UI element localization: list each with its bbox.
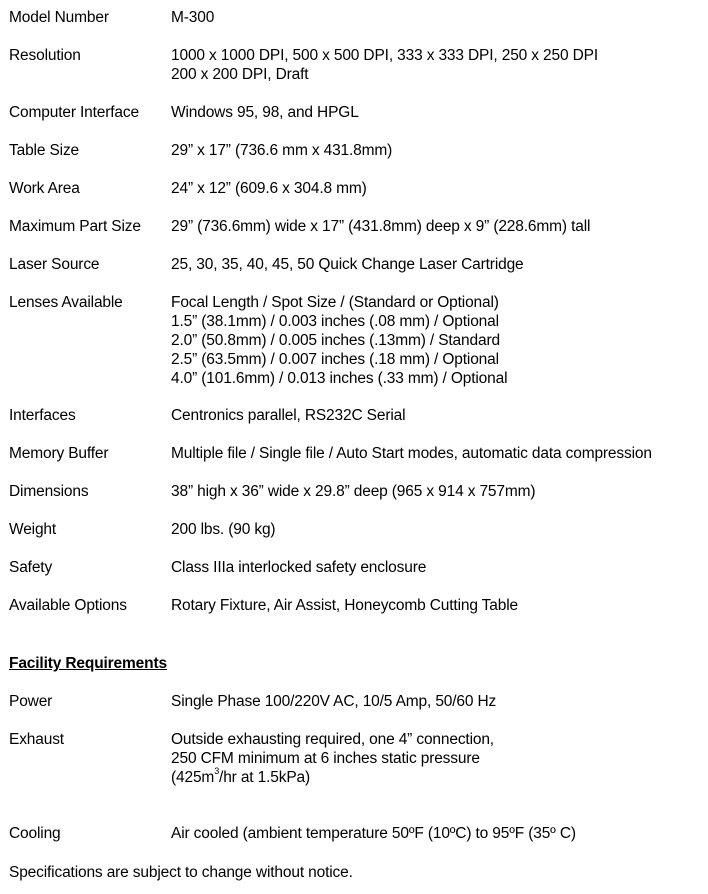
spec-label: Cooling xyxy=(9,825,61,842)
spec-label: Resolution xyxy=(9,47,81,64)
spec-value xyxy=(171,141,392,160)
spec-value xyxy=(171,558,426,577)
value-line: 4.0” (101.6mm) / 0.013 inches (.33 mm) / Optional xyxy=(171,370,508,387)
spec-label: Laser Source xyxy=(9,256,100,273)
spec-row-work-area xyxy=(9,179,367,198)
value-line: Focal Length / Spot Size / (Standard or Optional) xyxy=(171,294,499,311)
spec-label: Lenses Available xyxy=(9,294,123,311)
superscript: 3 xyxy=(214,766,220,776)
spec-value xyxy=(171,293,507,388)
value-line: 29” x 17” (736.6 mm x 431.8mm) xyxy=(171,142,393,159)
spec-row-maximum-part-size xyxy=(9,217,590,236)
spec-label: Interfaces xyxy=(9,407,76,424)
value-line: M-300 xyxy=(171,9,215,26)
spec-value xyxy=(171,596,518,615)
spec-label: Exhaust xyxy=(9,731,64,748)
spec-row-weight xyxy=(9,520,275,539)
value-line: 29” (736.6mm) wide x 17” (431.8mm) deep x 9” (228.6mm) tall xyxy=(171,218,591,235)
spec-value xyxy=(171,255,524,274)
value-line: 24” x 12” (609.6 x 304.8 mm) xyxy=(171,180,367,197)
value-line: Centronics parallel, RS232C Serial xyxy=(171,407,406,424)
spec-value xyxy=(171,217,590,236)
spec-label: Power xyxy=(9,693,53,710)
spec-row-power xyxy=(9,692,496,711)
spec-label: Dimensions xyxy=(9,483,89,500)
spec-row-cooling xyxy=(9,824,576,843)
value-line: 200 lbs. (90 kg) xyxy=(171,521,276,538)
spec-value xyxy=(171,520,275,539)
spec-label: Safety xyxy=(9,559,53,576)
spec-row-dimensions xyxy=(9,482,535,501)
spec-label: Work Area xyxy=(9,180,80,197)
spec-row-resolution xyxy=(9,46,598,84)
value-line: Class IIIa interlocked safety enclosure xyxy=(171,559,427,576)
value-line: 1000 x 1000 DPI, 500 x 500 DPI, 333 x 333 DPI, 250 x 250 DPI xyxy=(171,47,598,64)
value-line xyxy=(171,768,494,787)
spec-row-model-number xyxy=(9,8,214,27)
spec-label: Available Options xyxy=(9,597,127,614)
spec-value xyxy=(171,46,598,84)
spec-value xyxy=(171,730,494,787)
spec-value xyxy=(171,444,652,463)
spec-label: Maximum Part Size xyxy=(9,218,141,235)
value-text: (425m xyxy=(171,769,215,786)
spec-row-memory-buffer xyxy=(9,444,652,463)
spec-value xyxy=(171,8,214,27)
spec-label: Model Number xyxy=(9,9,109,26)
value-line: 2.0” (50.8mm) / 0.005 inches (.13mm) / Standard xyxy=(171,332,500,349)
spec-label: Weight xyxy=(9,521,57,538)
value-line: 38” high x 36” wide x 29.8” deep (965 x 914 x 757mm) xyxy=(171,483,536,500)
spec-value xyxy=(171,179,367,198)
value-line: 200 x 200 DPI, Draft xyxy=(171,66,309,83)
spec-row-lenses-available xyxy=(9,293,507,388)
spec-value xyxy=(171,406,405,425)
value-line: 25, 30, 35, 40, 45, 50 Quick Change Laser Cartridge xyxy=(171,256,524,273)
value-line: Windows 95, 98, and HPGL xyxy=(171,104,359,121)
value-line: 1.5” (38.1mm) / 0.003 inches (.08 mm) / Optional xyxy=(171,313,499,330)
spec-row-table-size xyxy=(9,141,392,160)
value-text: /hr at 1.5kPa) xyxy=(219,769,310,786)
spec-label: Computer Interface xyxy=(9,104,139,121)
value-line: 250 CFM minimum at 6 inches static pressure xyxy=(171,750,480,767)
value-line: Multiple file / Single file / Auto Start modes, automatic data compression xyxy=(171,445,652,462)
spec-row-available-options xyxy=(9,596,518,615)
spec-value xyxy=(171,103,359,122)
spec-label: Memory Buffer xyxy=(9,445,109,462)
spec-row-exhaust xyxy=(9,730,494,787)
spec-label: Table Size xyxy=(9,142,80,159)
spec-row-safety xyxy=(9,558,426,577)
value-line: Outside exhausting required, one 4” connection, xyxy=(171,731,494,748)
spec-value: Single Phase 100/220V AC, 10/5 Amp, 50/60 Hz xyxy=(171,693,497,710)
spec-row-interfaces xyxy=(9,406,405,425)
spec-value: Air cooled (ambient temperature 50ºF (10ºC) to 95ºF (35º C) xyxy=(171,825,576,842)
footer-note: Specifications are subject to change without notice. xyxy=(9,864,353,881)
spec-value xyxy=(171,482,535,501)
spec-row-computer-interface xyxy=(9,103,359,122)
value-line: 2.5” (63.5mm) / 0.007 inches (.18 mm) / Optional xyxy=(171,351,499,368)
facility-requirements-heading: Facility Requirements xyxy=(9,655,167,672)
value-line: Rotary Fixture, Air Assist, Honeycomb Cutting Table xyxy=(171,597,518,614)
spec-row-laser-source xyxy=(9,255,524,274)
